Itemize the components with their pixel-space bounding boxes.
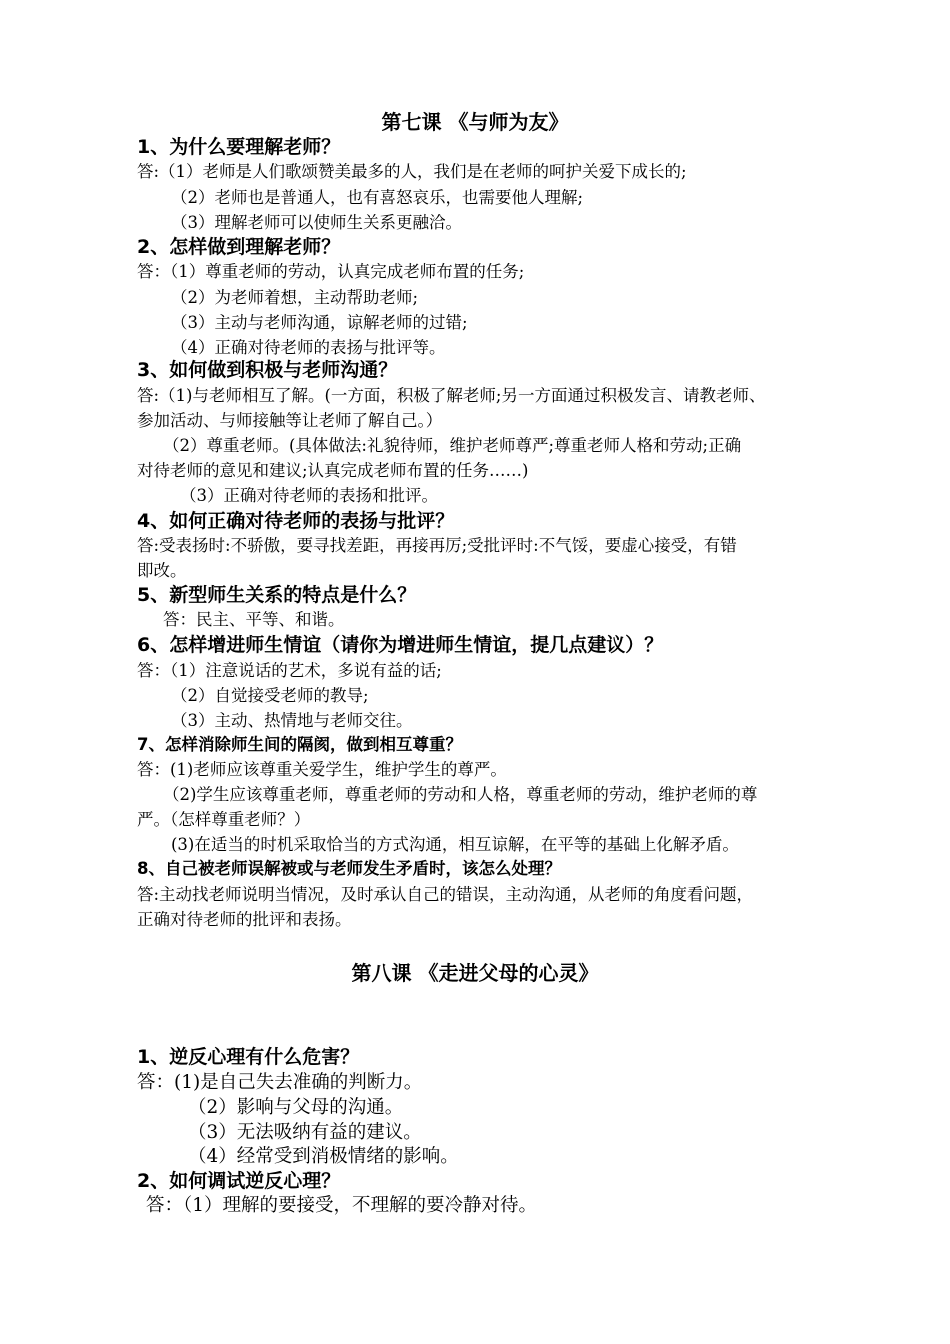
lesson7-q7-answer-3: 严。（怎样尊重老师？） <box>137 810 311 829</box>
lesson7-q7-answer-1: 答：(1)老师应该尊重关爱学生，维护学生的尊严。 <box>137 760 507 779</box>
lesson8-q1-answer-3: （3）无法吸纳有益的建议。 <box>188 1122 422 1143</box>
lesson7-q2-answer-4: （4）正确对待老师的表扬与批评等。 <box>171 338 446 357</box>
lesson7-q3-answer-1: 答:（1)与老师相互了解。(一方面，积极了解老师;另一方面通过积极发言、请教老师、 <box>137 386 766 405</box>
lesson7-q4-answer-2: 即改。 <box>137 561 187 580</box>
lesson7-q8-answer-1: 答:主动找老师说明当情况，及时承认自己的错误，主动沟通，从老师的角度看问题， <box>137 885 754 904</box>
lesson7-q6-question: 6、怎样增进师生情谊（请你为增进师生情谊，提几点建议）？ <box>137 634 664 656</box>
lesson7-q3-answer-2: 参加活动、与师接触等让老师了解自己。） <box>137 411 443 430</box>
lesson7-q2-answer-1: 答：（1）尊重老师的劳动，认真完成老师布置的任务; <box>137 262 525 281</box>
lesson8-q2-question: 2、如何调试逆反心理？ <box>137 1170 341 1192</box>
lesson8-q1-answer-4: （4）经常受到消极情绪的影响。 <box>188 1146 459 1167</box>
lesson7-q1-answer-1: 答:（1）老师是人们歌颂赞美最多的人，我们是在老师的呵护关爱下成长的; <box>137 162 687 181</box>
lesson7-q3-answer-4: 对待老师的意见和建议;认真完成老师布置的任务……) <box>137 461 529 480</box>
lesson7-q8-answer-2: 正确对待老师的批评和表扬。 <box>137 910 352 929</box>
lesson7-q6-answer-1: 答：（1）注意说话的艺术，多说有益的话; <box>137 661 442 680</box>
lesson7-q6-answer-2: （2）自觉接受老师的教导; <box>171 686 369 705</box>
lesson8-title: 第八课 《走进父母的心灵》 <box>351 961 599 985</box>
lesson7-q1-answer-2: （2）老师也是普通人，也有喜怒哀乐，也需要他人理解; <box>171 188 584 207</box>
lesson7-q3-question: 3、如何做到积极与老师沟通？ <box>137 359 398 381</box>
lesson7-q2-question: 2、怎样做到理解老师？ <box>137 236 341 258</box>
lesson8-q2-answer-1: 答：（1）理解的要接受，不理解的要冷静对待。 <box>146 1195 538 1216</box>
lesson8-q1-answer-2: （2）影响与父母的沟通。 <box>188 1097 404 1118</box>
lesson8-q1-question: 1、逆反心理有什么危害？ <box>137 1046 360 1068</box>
lesson7-q2-answer-3: （3）主动与老师沟通，谅解老师的过错; <box>171 313 468 332</box>
lesson7-q7-question: 7、怎样消除师生间的隔阂，做到相互尊重？ <box>137 735 462 754</box>
lesson7-q4-question: 4、如何正确对待老师的表扬与批评？ <box>137 510 455 532</box>
lesson7-q8-question: 8、自己被老师误解被或与老师发生矛盾时，该怎么处理？ <box>137 859 561 878</box>
lesson7-q1-question: 1、为什么要理解老师？ <box>137 136 341 158</box>
lesson7-q5-answer-1: 答：民主、平等、和谐。 <box>163 610 345 629</box>
lesson7-q5-question: 5、新型师生关系的特点是什么？ <box>137 584 417 606</box>
lesson7-q7-answer-4: (3)在适当的时机采取恰当的方式沟通，相互谅解，在平等的基础上化解矛盾。 <box>171 835 739 854</box>
lesson7-q2-answer-2: （2）为老师着想，主动帮助老师; <box>171 288 419 307</box>
lesson7-q6-answer-3: （3）主动、热情地与老师交往。 <box>171 711 413 730</box>
lesson7-q4-answer-1: 答:受表扬时:不骄傲，要寻找差距，再接再厉;受批评时:不气馁，要虚心接受，有错 <box>137 536 737 555</box>
lesson7-title: 第七课 《与师为友》 <box>381 110 569 134</box>
lesson7-q3-answer-3: （2）尊重老师。(具体做法:礼貌待师，维护老师尊严;尊重老师人格和劳动;正确 <box>163 436 742 455</box>
lesson7-q3-answer-5: （3）正确对待老师的表扬和批评。 <box>180 486 438 505</box>
lesson8-q1-answer-1: 答：(1)是自己失去准确的判断力。 <box>137 1072 423 1093</box>
lesson7-q1-answer-3: （3）理解老师可以使师生关系更融洽。 <box>171 213 462 232</box>
lesson7-q7-answer-2: （2)学生应该尊重老师，尊重老师的劳动和人格，尊重老师的劳动，维护老师的尊 <box>163 785 758 804</box>
